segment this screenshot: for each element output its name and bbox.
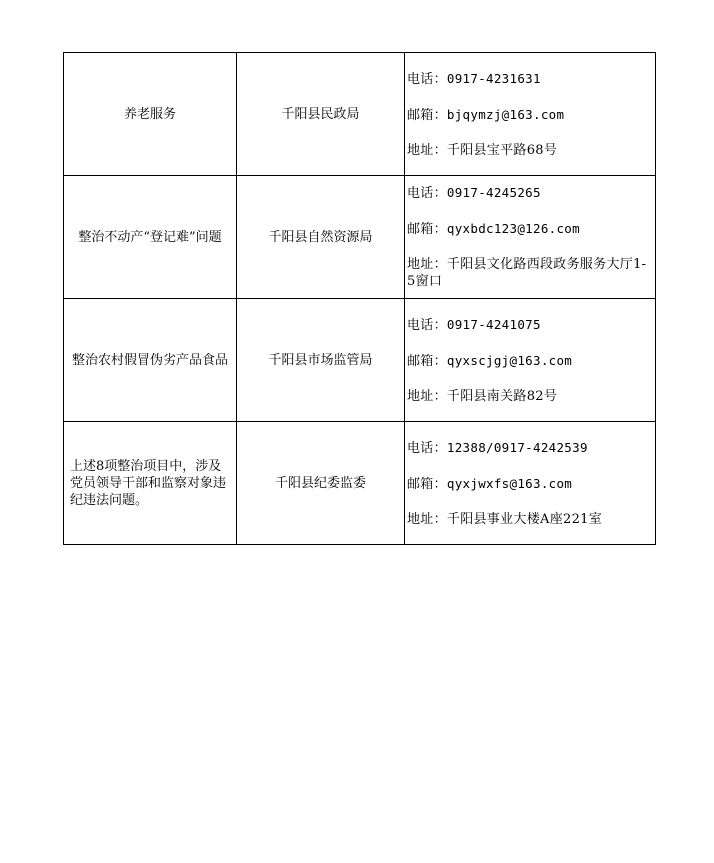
address-label: 地址： (407, 388, 447, 404)
email-label: 邮箱： (407, 107, 447, 123)
address-label: 地址： (407, 257, 447, 272)
email-value: qyxbdc123@126.com (446, 221, 580, 236)
phone-value: 0917-4231631 (446, 70, 541, 86)
table-row (64, 299, 656, 422)
address-line (407, 256, 653, 290)
contact-cell (405, 422, 656, 545)
table-row (64, 176, 656, 299)
address-value: 千阳县宝平路68号 (446, 142, 558, 158)
table-row (64, 422, 656, 545)
contact-table (63, 52, 656, 545)
email-value: qyxjwxfs@163.com (446, 475, 573, 491)
email-line (407, 220, 653, 238)
email-value: bjqymzj@163.com (446, 106, 565, 122)
email-label: 邮箱： (407, 353, 447, 369)
address-line (407, 388, 653, 405)
item-cell: 整治不动产“登记难”问题 (64, 176, 237, 299)
phone-value: 0917-4245265 (446, 185, 541, 200)
department-cell: 千阳县纪委监委 (237, 422, 405, 545)
department-cell: 千阳县自然资源局 (237, 176, 405, 299)
address-value: 千阳县事业大楼A座221室 (446, 511, 603, 527)
email-label: 邮箱： (407, 222, 447, 237)
email-label: 邮箱： (407, 476, 447, 492)
phone-value: 0917-4241075 (446, 316, 541, 332)
phone-line (407, 439, 653, 457)
address-label: 地址： (407, 142, 447, 158)
department-cell: 千阳县民政局 (237, 53, 405, 176)
phone-label: 电话： (407, 317, 447, 333)
phone-value: 12388/0917-4242539 (446, 439, 588, 455)
email-line (407, 475, 653, 493)
phone-label: 电话： (407, 440, 447, 456)
item-cell: 整治农村假冒伪劣产品食品 (64, 299, 237, 422)
contact-cell (405, 176, 656, 299)
address-line (407, 511, 653, 528)
item-cell: 上述8项整治项目中，涉及党员领导干部和监察对象违纪违法问题。 (64, 422, 237, 545)
phone-label: 电话： (407, 186, 447, 201)
email-line (407, 106, 653, 124)
phone-label: 电话： (407, 71, 447, 87)
contact-cell (405, 53, 656, 176)
email-value: qyxscjgj@163.com (446, 352, 573, 368)
contact-cell (405, 299, 656, 422)
table-row (64, 53, 656, 176)
phone-line (407, 316, 653, 334)
phone-line (407, 184, 653, 202)
address-value: 千阳县文化路西段政务服务大厅1-5窗口 (407, 257, 647, 289)
department-cell: 千阳县市场监管局 (237, 299, 405, 422)
item-cell: 养老服务 (64, 53, 237, 176)
email-line (407, 352, 653, 370)
phone-line (407, 70, 653, 88)
address-value: 千阳县南关路82号 (446, 388, 558, 404)
address-label: 地址： (407, 511, 447, 527)
address-line (407, 142, 653, 159)
